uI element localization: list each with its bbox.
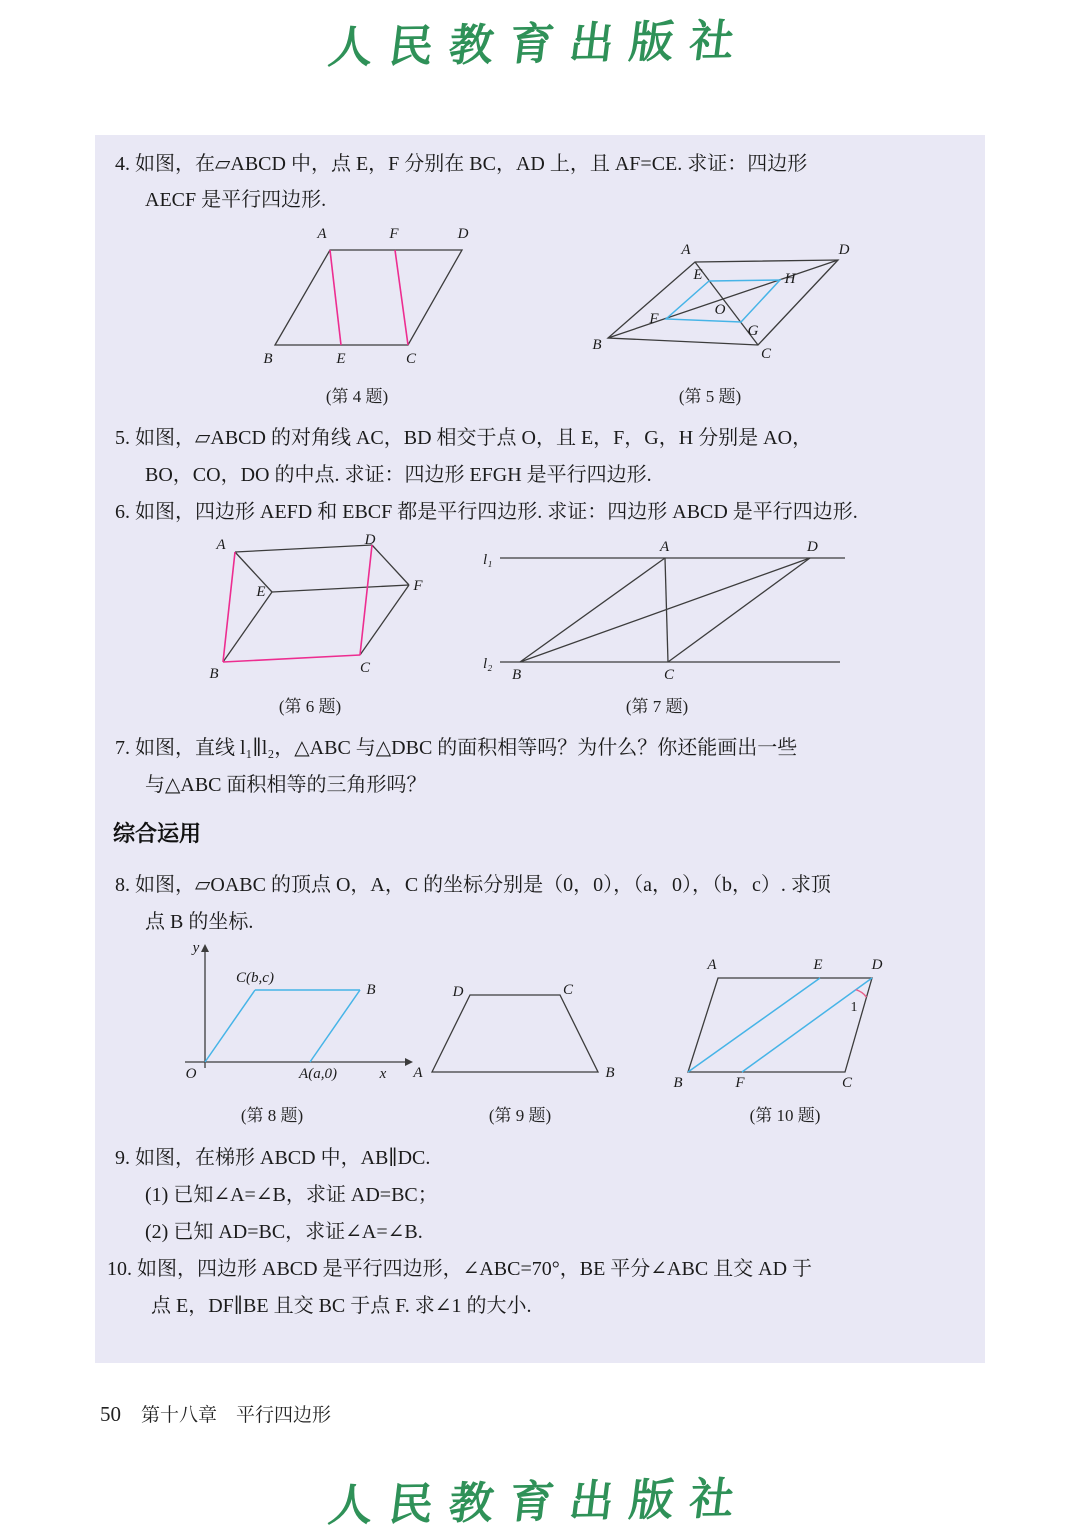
fig8-axis-arrows (201, 944, 413, 1066)
fig7-segment-DC (668, 558, 810, 662)
fig9-labels (412, 982, 614, 1081)
chapter-title: 第十八章 平行四边形 (141, 1405, 332, 1426)
fig10-blue-segments (688, 978, 872, 1072)
publisher-logo-top: 人民教育出版社 (325, 15, 754, 74)
problem-5-line-1: 5. 如图，▱ABCD 的对角线 AC，BD 相交于点 O，且 E，F，G，H 分别是 AO， (115, 427, 813, 449)
vertex-label-C: C (405, 351, 417, 367)
figure-10 (670, 955, 920, 1100)
vertex-label-B: B (366, 982, 376, 998)
vertex-label-C: C (760, 346, 772, 362)
vertex-label-A: A (681, 242, 691, 258)
figure-8 (175, 940, 415, 1090)
vertex-label-E: E (693, 267, 703, 283)
figure-8-caption: (第 8 题) (240, 1106, 304, 1125)
fig10-segment-DF (742, 978, 872, 1072)
fig5-diagonal-BD (608, 260, 838, 338)
fig8-segment-OC (205, 990, 255, 1062)
figure-5-caption: (第 5 题) (678, 387, 742, 406)
vertex-label-C: C (562, 982, 574, 998)
line-label-l2: l₂ (483, 656, 493, 672)
vertex-label-B: B (673, 1075, 683, 1091)
problem-9-line-1: 9. 如图，在梯形 ABCD 中，AB∥DC. (115, 1147, 431, 1169)
vertex-label-C: C (664, 667, 675, 683)
line-label-l1: l₁ (483, 552, 493, 568)
problem-5-line-2: BO，CO，DO 的中点. 求证：四边形 EFGH 是平行四边形. (145, 464, 652, 486)
fig8-segment-AB (310, 990, 360, 1062)
problem-7-line-2: 与△ABC 面积相等的三角形吗？ (145, 774, 427, 796)
fig9-trapezoid-ABCD (432, 995, 598, 1072)
fig6-segment-AE (235, 552, 272, 592)
fig10-parallelogram-ABCD (688, 978, 872, 1072)
vertex-label-E: E (256, 584, 266, 600)
fig8-parallelogram-OABC (205, 990, 360, 1062)
fig10-outline (688, 978, 872, 1072)
vertex-label-A: A (707, 957, 717, 973)
fig8-labels (186, 940, 387, 1082)
figure-9-caption: (第 9 题) (488, 1106, 552, 1125)
fig6-segment-AB (223, 552, 235, 662)
vertex-label-A: A(a,0) (299, 1066, 337, 1082)
page-number: 50 (100, 1402, 121, 1426)
vertex-label-F: F (649, 311, 659, 327)
vertex-label-C: C(b,c) (236, 970, 274, 986)
point-label-O: O (714, 302, 726, 318)
fig10-angle-1-arc (856, 990, 867, 998)
vertex-label-B: B (592, 337, 602, 353)
fig10-labels (673, 957, 882, 1091)
vertex-label-D: D (452, 984, 464, 1000)
vertex-label-B: B (263, 351, 273, 367)
fig6-labels (209, 533, 423, 682)
figure-9 (410, 980, 630, 1095)
problem-9-item-2: (2) 已知 AD=BC，求证∠A=∠B. (145, 1221, 423, 1243)
fig8-axes (185, 952, 405, 1068)
fig4-pink-segments (330, 250, 408, 345)
figure-6 (190, 533, 440, 688)
problem-6-line-1: 6. 如图，四边形 AEFD 和 EBCF 都是平行四边形. 求证：四边形 ABCD 是平行四边形. (115, 501, 858, 523)
fig6-segment-EF (272, 585, 409, 592)
section-heading: 综合运用 (113, 821, 202, 846)
fig4-parallelogram-ABCD (275, 250, 462, 345)
vertex-label-F: F (413, 578, 423, 594)
vertex-label-A: A (317, 226, 327, 242)
vertex-label-A: A (216, 537, 226, 553)
figure-7 (480, 540, 850, 685)
vertex-label-D: D (457, 226, 469, 242)
fig6-segment-AD (235, 545, 372, 552)
vertex-label-B: B (209, 666, 219, 682)
problem-10-line-2: 点 E，DF∥BE 且交 BC 于点 F. 求∠1 的大小. (151, 1295, 532, 1317)
axis-label-x: x (379, 1066, 387, 1082)
fig6-dark-segments (223, 545, 409, 662)
fig9-outline (432, 995, 598, 1072)
problem-10-line-1: 10. 如图，四边形 ABCD 是平行四边形，∠ABC=70°，BE 平分∠ABC 且交 AD 于 (107, 1258, 813, 1280)
problem-9-item-1: (1) 已知∠A=∠B，求证 AD=BC； (145, 1184, 438, 1206)
fig6-segment-BC (223, 655, 360, 662)
problem-4-line-1: 4. 如图，在▱ABCD 中，点 E，F 分别在 BC，AD 上，且 AF=CE. 求证：四边形 (115, 153, 808, 175)
vertex-label-E: E (336, 351, 346, 367)
figure-6-caption: (第 6 题) (278, 697, 342, 716)
fig6-segment-FD (372, 545, 409, 585)
problem-8-line-1: 8. 如图，▱OABC 的顶点 O，A，C 的坐标分别是（0，0），（a，0），（b，c）. 求顶 (115, 874, 831, 896)
vertex-label-C: C (359, 660, 371, 676)
figure-4 (230, 220, 530, 375)
fig4-labels (263, 226, 468, 367)
fig4-outline (275, 250, 462, 345)
vertex-label-E: E (813, 957, 823, 973)
fig7-segment-BA (520, 558, 665, 662)
figure-7-caption: (第 7 题) (625, 697, 689, 716)
publisher-logo-bottom: 人民教育出版社 (325, 1473, 754, 1532)
vertex-label-C: C (841, 1075, 853, 1091)
page-footer (100, 1400, 331, 1427)
fig6-segment-CD (360, 545, 372, 655)
figure-10-caption: (第 10 题) (749, 1106, 821, 1125)
figure-5 (560, 235, 890, 375)
vertex-label-A: A (660, 540, 670, 555)
axis-label-y: y (192, 940, 200, 956)
figure-4-caption: (第 4 题) (325, 387, 389, 406)
vertex-label-H: H (784, 271, 796, 287)
vertex-label-A: A (413, 1065, 423, 1081)
vertex-label-D: D (871, 957, 883, 973)
fig4-segment-FC (395, 250, 408, 345)
problem-4-line-2: AECF 是平行四边形. (145, 189, 327, 211)
fig10-segment-BE (688, 978, 820, 1072)
fig6-segment-CF (360, 585, 409, 655)
vertex-label-G: G (747, 323, 759, 339)
vertex-label-D: D (807, 540, 818, 555)
vertex-label-B: B (512, 667, 522, 683)
problem-8-line-2: 点 B 的坐标. (145, 911, 254, 933)
fig7-segments (500, 558, 845, 662)
origin-label-O: O (185, 1066, 197, 1082)
vertex-label-B: B (605, 1065, 615, 1081)
content-panel (95, 135, 985, 1363)
vertex-label-D: D (364, 533, 376, 548)
fig4-segment-AE (330, 250, 341, 345)
angle-label-1: 1 (850, 1000, 858, 1015)
vertex-label-F: F (389, 226, 399, 242)
vertex-label-D: D (838, 242, 850, 258)
vertex-label-F: F (735, 1075, 745, 1091)
fig6-segment-EB (223, 592, 272, 662)
problem-7-line-1: 7. 如图，直线 l₁∥l₂，△ABC 与△DBC 的面积相等吗？为什么？你还能画出一些 (115, 737, 798, 759)
y-axis-arrow (201, 944, 209, 952)
